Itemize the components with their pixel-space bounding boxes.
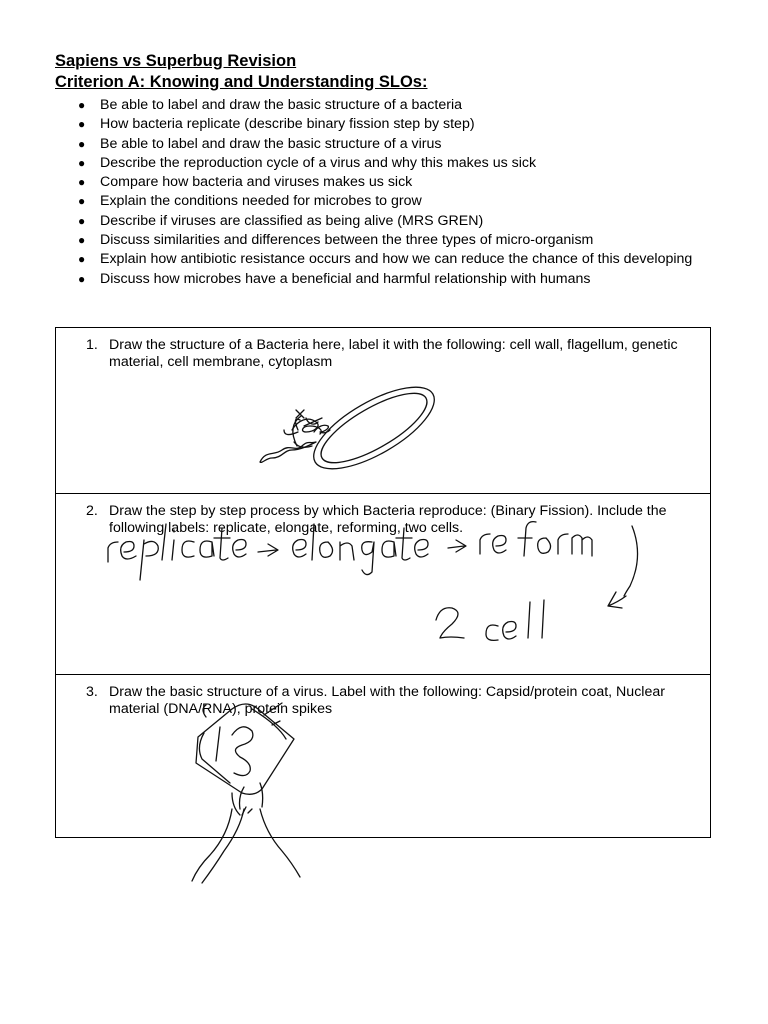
list-item: ● Explain how antibiotic resistance occurs and how we can reduce the chance of this developing [78,250,698,269]
bullet-icon: ● [78,136,86,151]
page-title: Sapiens vs Superbug Revision [55,52,297,70]
task-prompt: Draw the step by step process by which Bacteria reproduce: (Binary Fission). Include the following labels: replicate, elongate, reforming, two cells. [109,503,667,536]
list-item: ● Be able to label and draw the basic structure of a virus [78,135,698,154]
task-cell-binary-fission [56,494,710,675]
bullet-icon: ● [78,117,86,132]
task-prompt: Draw the structure of a Bacteria here, label it with the following: cell wall, flagellum, genetic material, cell membrane, cytoplasm [109,337,678,370]
task-cell-bacteria [56,328,710,494]
list-item: ● Discuss similarities and differences between the three types of micro-organism [78,231,698,250]
virus-sketch-icon [56,675,712,975]
list-item: ● Compare how bacteria and viruses makes us sick [78,173,698,192]
list-item: ● How bacteria replicate (describe binary fission step by step) [78,115,698,134]
section-heading: Criterion A: Knowing and Understanding SLOs: [55,73,428,91]
bullet-icon: ● [78,213,86,228]
task-table [55,327,711,838]
handwritten-binary-fission-steps-icon [56,494,712,675]
list-item: ● Describe the reproduction cycle of a virus and why this makes us sick [78,154,698,173]
slo-list [78,96,698,289]
bullet-icon: ● [78,175,86,190]
list-item: ● Describe if viruses are classified as being alive (MRS GREN) [78,212,698,231]
bullet-icon: ● [78,194,86,209]
bacteria-sketch-icon [56,328,712,494]
list-item: ● Be able to label and draw the basic structure of a bacteria [78,96,698,115]
bullet-icon: ● [78,271,86,286]
bullet-icon: ● [78,233,86,248]
bullet-icon: ● [78,155,86,170]
list-item: ● Explain the conditions needed for microbes to grow [78,192,698,211]
task-prompt: Draw the basic structure of a virus. Label with the following: Capsid/protein coat, Nuclear material (DNA/RNA), protein spikes [109,684,665,717]
bullet-icon: ● [78,252,86,267]
task-cell-virus [56,675,710,838]
task-number: 2. [86,503,98,519]
bullet-icon: ● [78,98,86,112]
list-item: ● Discuss how microbes have a beneficial and harmful relationship with humans [78,270,698,289]
task-number: 1. [86,337,98,353]
task-number: 3. [86,684,98,700]
